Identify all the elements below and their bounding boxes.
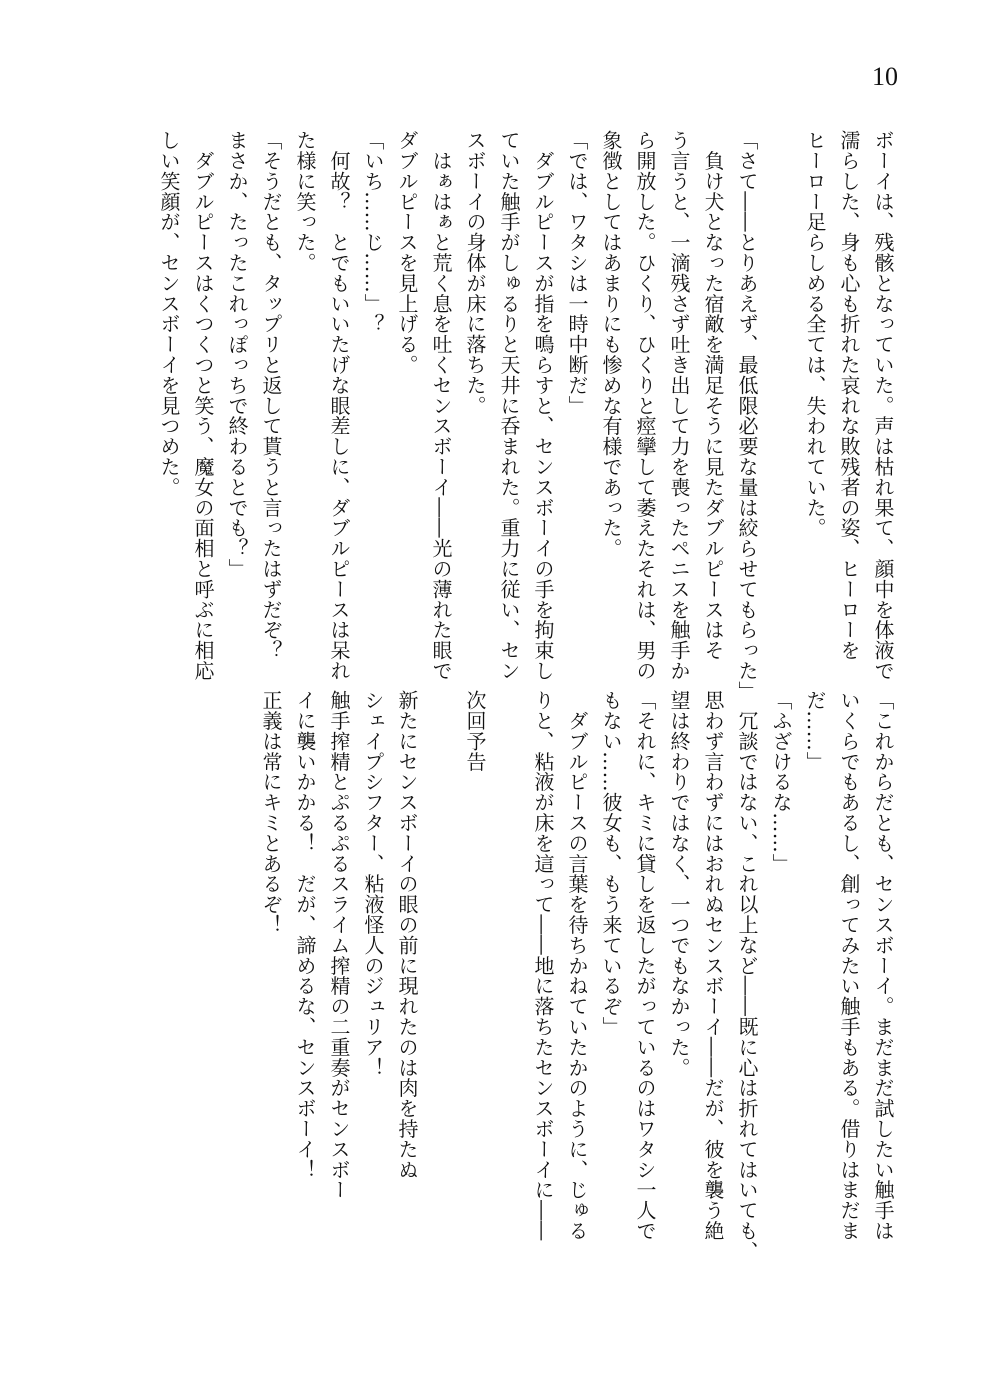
text-line: 「それに、キミに貸しを返したがっているのはワタシ一人で bbox=[633, 690, 657, 1241]
text-line: ダブルピースの言葉を待ちかねていたかのように、じゅる bbox=[565, 690, 589, 1241]
text-line: た様に笑った。 bbox=[293, 130, 317, 273]
text-line: 「では、ワタシは一時中断だ」 bbox=[565, 130, 589, 416]
text-line: まさか、たったこれっぽっちで終わるとでも？」 bbox=[225, 130, 249, 579]
text-line: 「さて――とりあえず、最低限必要な量は絞らせてもらった」 bbox=[735, 130, 759, 702]
text-line: う言うと、一滴残さず吐き出して力を喪ったペニスを触手か bbox=[667, 130, 691, 681]
text-line: だ……」 bbox=[803, 690, 827, 772]
text-line: スボーイの身体が床に落ちた。 bbox=[463, 130, 487, 416]
text-line: いくらでもあるし、創ってみたい触手もある。借りはまだま bbox=[837, 690, 861, 1241]
text-line: 「いち……じ……」？ bbox=[361, 130, 385, 334]
text-line: ていた触手がしゅるりと天井に呑まれた。重力に従い、セン bbox=[497, 130, 521, 681]
text-line: イに襲いかかる！ だが、諦めるな、センスボーイ！ bbox=[293, 690, 317, 1180]
text-line: 新たにセンスボーイの眼の前に現れたのは肉を持たぬ bbox=[395, 690, 419, 1180]
text-line: ダブルピースが指を鳴らすと、センスボーイの手を拘束し bbox=[531, 130, 555, 681]
text-line: 冗談ではない、これ以上など――既に心は折れてはいても、 bbox=[735, 690, 759, 1262]
text-block-top bbox=[152, 130, 900, 700]
text-line: ダブルピースを見上げる。 bbox=[395, 130, 419, 375]
text-line: 「ふざけるな……」 bbox=[769, 690, 793, 874]
blank-line bbox=[764, 130, 798, 700]
text-line: ダブルピースはくつくつと笑う、魔女の面相と呼ぶに相応 bbox=[191, 130, 215, 681]
text-line: もない……彼女も、もう来ているぞ」 bbox=[599, 690, 623, 1037]
text-line: 触手搾精とぷるぷるスライム搾精の二重奏がセンスボー bbox=[327, 690, 351, 1200]
text-line: ボーイは、残骸となっていた。声は枯れ果て、顔中を体液で bbox=[871, 130, 895, 681]
text-line: ヒーロー足らしめる全ては、失われていた。 bbox=[803, 130, 827, 538]
text-line: はぁはぁと荒く息を吐くセンスボーイ――光の薄れた眼で bbox=[429, 130, 453, 681]
blank-line bbox=[492, 690, 526, 1270]
text-block-bottom bbox=[254, 690, 900, 1270]
page-number: 10 bbox=[872, 62, 898, 91]
text-line: りと、粘液が床を這って――地に落ちたセンスボーイに―― bbox=[531, 690, 555, 1241]
text-line: 濡らした、身も心も折れた哀れな敗残者の姿、ヒーローを bbox=[837, 130, 861, 661]
blank-line bbox=[424, 690, 458, 1270]
text-line: 何故？ とでもいいたげな眼差しに、ダブルピースは呆れ bbox=[327, 130, 351, 681]
text-line: 「そうだとも、タップリと返して貰うと言ったはずだぞ？ bbox=[259, 130, 283, 661]
text-line: しい笑顔が、センスボーイを見つめた。 bbox=[157, 130, 181, 498]
text-line: シェイプシフター、粘液怪人のジュリア！ bbox=[361, 690, 385, 1078]
text-line: 象徴としてはあまりにも惨めな有様であった。 bbox=[599, 130, 623, 559]
text-line: ら開放した。ひくり、ひくりと痙攣して萎えたそれは、男の bbox=[633, 130, 657, 681]
text-line: 正義は常にキミとあるぞ！ bbox=[259, 690, 283, 935]
text-line: 負け犬となった宿敵を満足そうに見たダブルピースはそ bbox=[701, 130, 725, 661]
text-line: 次回予告 bbox=[463, 690, 487, 772]
text-line: 思わず言わずにはおれぬセンスボーイ――だが、彼を襲う絶 bbox=[701, 690, 725, 1241]
text-line: 望は終わりではなく、一つでもなかった。 bbox=[667, 690, 691, 1078]
text-line: 「これからだとも、センスボーイ。まだまだ試したい触手は bbox=[871, 690, 895, 1241]
